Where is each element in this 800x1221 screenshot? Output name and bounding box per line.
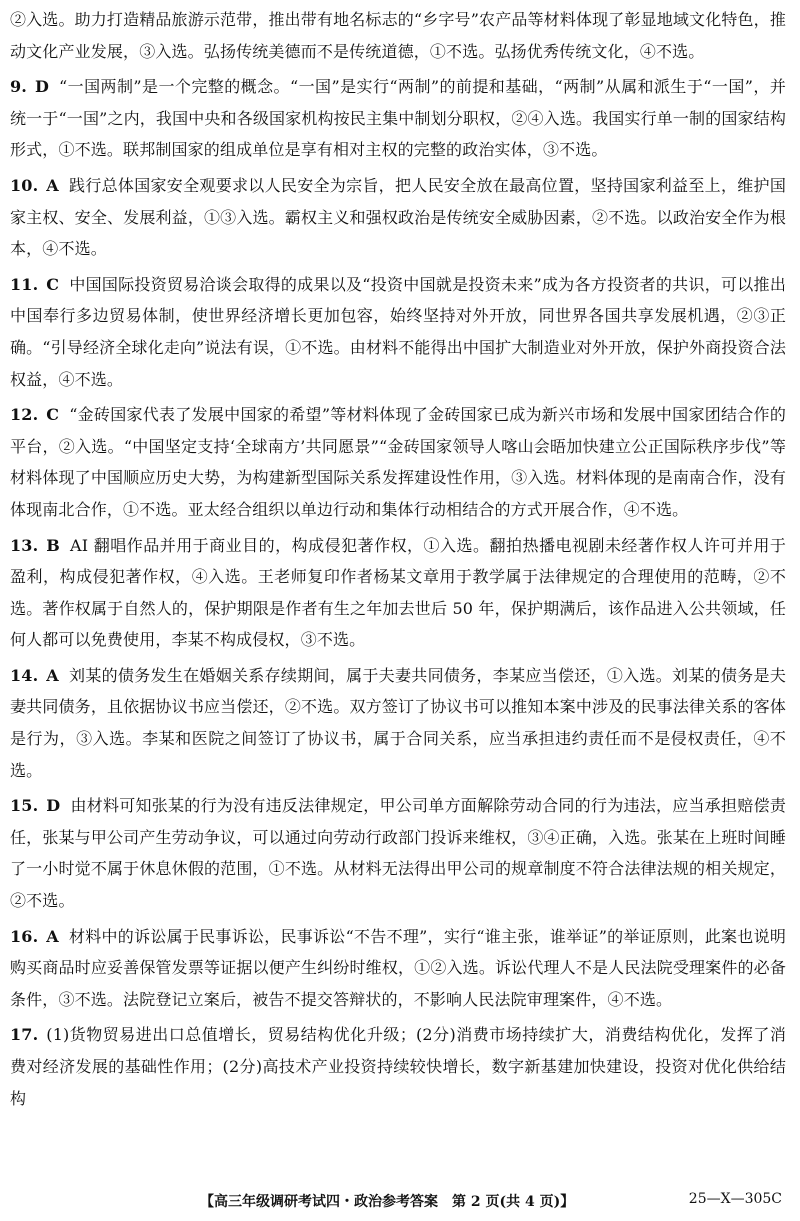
question-number: 17. <box>10 1025 39 1045</box>
answer-letter: A <box>46 665 59 685</box>
question-number: 10. <box>10 175 39 195</box>
answer-item-9 <box>10 71 786 166</box>
answer-letter: D <box>35 77 50 97</box>
paragraph-text: 材料中的诉讼属于民事诉讼，民事诉讼“不告不理”，实行“谁主张，谁举证”的举证原则，此案也说明购买商品时应妥善保管发票等证据以便产生纠纷时维权，①②入选。诉讼代理人不是人民法院受理案件的必备条件，③不选。法院登记立案后，被告不提交答辩状的，不影响人民法院审理案件，④不选。 <box>10 926 786 1009</box>
answer-letter: B <box>46 535 60 555</box>
paragraph-text: (1)货物贸易进出口总值增长，贸易结构优化升级；(2分)消费市场持续扩大，消费结构优化，发挥了消费对经济发展的基础性作用；(2分)高技术产业投资持续较快增长，数字新基建加快建设，投资对优化供给结构 <box>10 1025 786 1108</box>
footer-code: 25—X—305C <box>688 1191 782 1207</box>
question-number: 15. <box>10 796 39 816</box>
question-number: 12. <box>10 405 39 425</box>
answer-item-11 <box>10 269 786 395</box>
paragraph-8-continued <box>10 4 786 67</box>
paragraph-text: ②入选。助力打造精品旅游示范带，推出带有地名标志的“乡字号”农产品等材料体现了彰显地域文化特色，推动文化产业发展，③入选。弘扬传统美德而不是传统道德，①不选。弘扬优秀传统文化，④不选。 <box>10 10 786 61</box>
answer-item-10 <box>10 170 786 265</box>
paragraph-text: 刘某的债务发生在婚姻关系存续期间，属于夫妻共同债务，李某应当偿还，①入选。刘某的债务是夫妻共同债务，且依据协议书应当偿还，②不选。双方签订了协议书可以推知本案中涉及的民事法律关系的客体是行为，③入选。李某和医院之间签订了协议书，属于合同关系，应当承担违约责任而不是侵权责任，④不选。 <box>10 665 786 780</box>
answer-item-16 <box>10 921 786 1016</box>
answer-item-14 <box>10 660 786 786</box>
answer-letter: D <box>46 796 61 816</box>
paragraph-text: 践行总体国家安全观要求以人民安全为宗旨，把人民安全放在最高位置，坚持国家利益至上，维护国家主权、安全、发展利益，①③入选。霸权主义和强权政治是传统安全威胁因素，②不选。以政治安全作为根本，④不选。 <box>10 175 786 259</box>
paragraph-text: 由材料可知张某的行为没有违反法律规定，甲公司单方面解除劳动合同的行为违法，应当承担赔偿责任，张某与甲公司产生劳动争议，可以通过向劳动行政部门投诉来维权，③④正确，入选。张某在上班时间睡了一小时觉不属于休息休假的范围，①不选。从材料无法得出甲公司的规章制度不符合法律法规的相关规定，②不选。 <box>10 796 786 911</box>
page-footer <box>0 1191 800 1215</box>
question-number: 16. <box>10 926 39 946</box>
answer-item-13 <box>10 530 786 656</box>
question-number: 14. <box>10 665 39 685</box>
paragraph-text: “金砖国家代表了发展中国家的希望”等材料体现了金砖国家已成为新兴市场和发展中国家团结合作的平台，②入选。“中国坚定支持‘全球南方’共同愿景”“金砖国家领导人喀山会晤加快建立公正国际秩序步伐”等材料体现了中国顺应历史大势，为构建新型国际关系发挥建设性作用，③入选。材料体现的是南南合作，没有体现南北合作，①不选。亚太经合组织以单边行动和集体行动相结合的方式开展合作，④不选。 <box>10 405 786 519</box>
paragraph-text: AI 翻唱作品并用于商业目的，构成侵犯著作权，①入选。翻拍热播电视剧未经著作权人许可并用于盈利，构成侵犯著作权，④入选。王老师复印作者杨某文章用于教学属于法律规定的合理使用的范畴，②不选。著作权属于自然人的，保护期限是作者有生之年加去世后 50 年，保护期满后，该作品进入公共领域，任何人都可以免费使用，李某不构成侵权，③不选。 <box>10 535 786 650</box>
question-number: 13. <box>10 535 39 555</box>
answer-letter: C <box>46 274 60 294</box>
answer-letter: A <box>46 926 59 946</box>
paragraph-text: 中国国际投资贸易洽谈会取得的成果以及“投资中国就是投资未来”成为各方投资者的共识，可以推出中国奉行多边贸易体制，使世界经济增长更加包容，始终坚持对外开放，同世界各国共享发展机遇，②③正确。“引导经济全球化走向”说法有误，①不选。由材料不能得出中国扩大制造业对外开放，保护外商投资合法权益，④不选。 <box>10 274 786 389</box>
answer-item-15 <box>10 790 786 916</box>
answer-letter: C <box>46 405 60 425</box>
answer-item-12 <box>10 399 786 525</box>
question-number: 11. <box>10 274 39 294</box>
answer-letter: A <box>46 175 59 195</box>
footer-title: 【高三年级调研考试四・政治参考答案 第 2 页(共 4 页)】 <box>200 1194 575 1210</box>
question-number: 9. <box>10 77 28 97</box>
paragraph-text: “一国两制”是一个完整的概念。“一国”是实行“两制”的前提和基础，“两制”从属和派生于“一国”，并统一于“一国”之内，我国中央和各级国家机构按民主集中制划分职权，②④入选。我国实行单一制的国家结构形式，①不选。联邦制国家的组成单位是享有相对主权的完整的政治实体，③不选。 <box>10 77 786 160</box>
answer-item-17 <box>10 1019 786 1114</box>
